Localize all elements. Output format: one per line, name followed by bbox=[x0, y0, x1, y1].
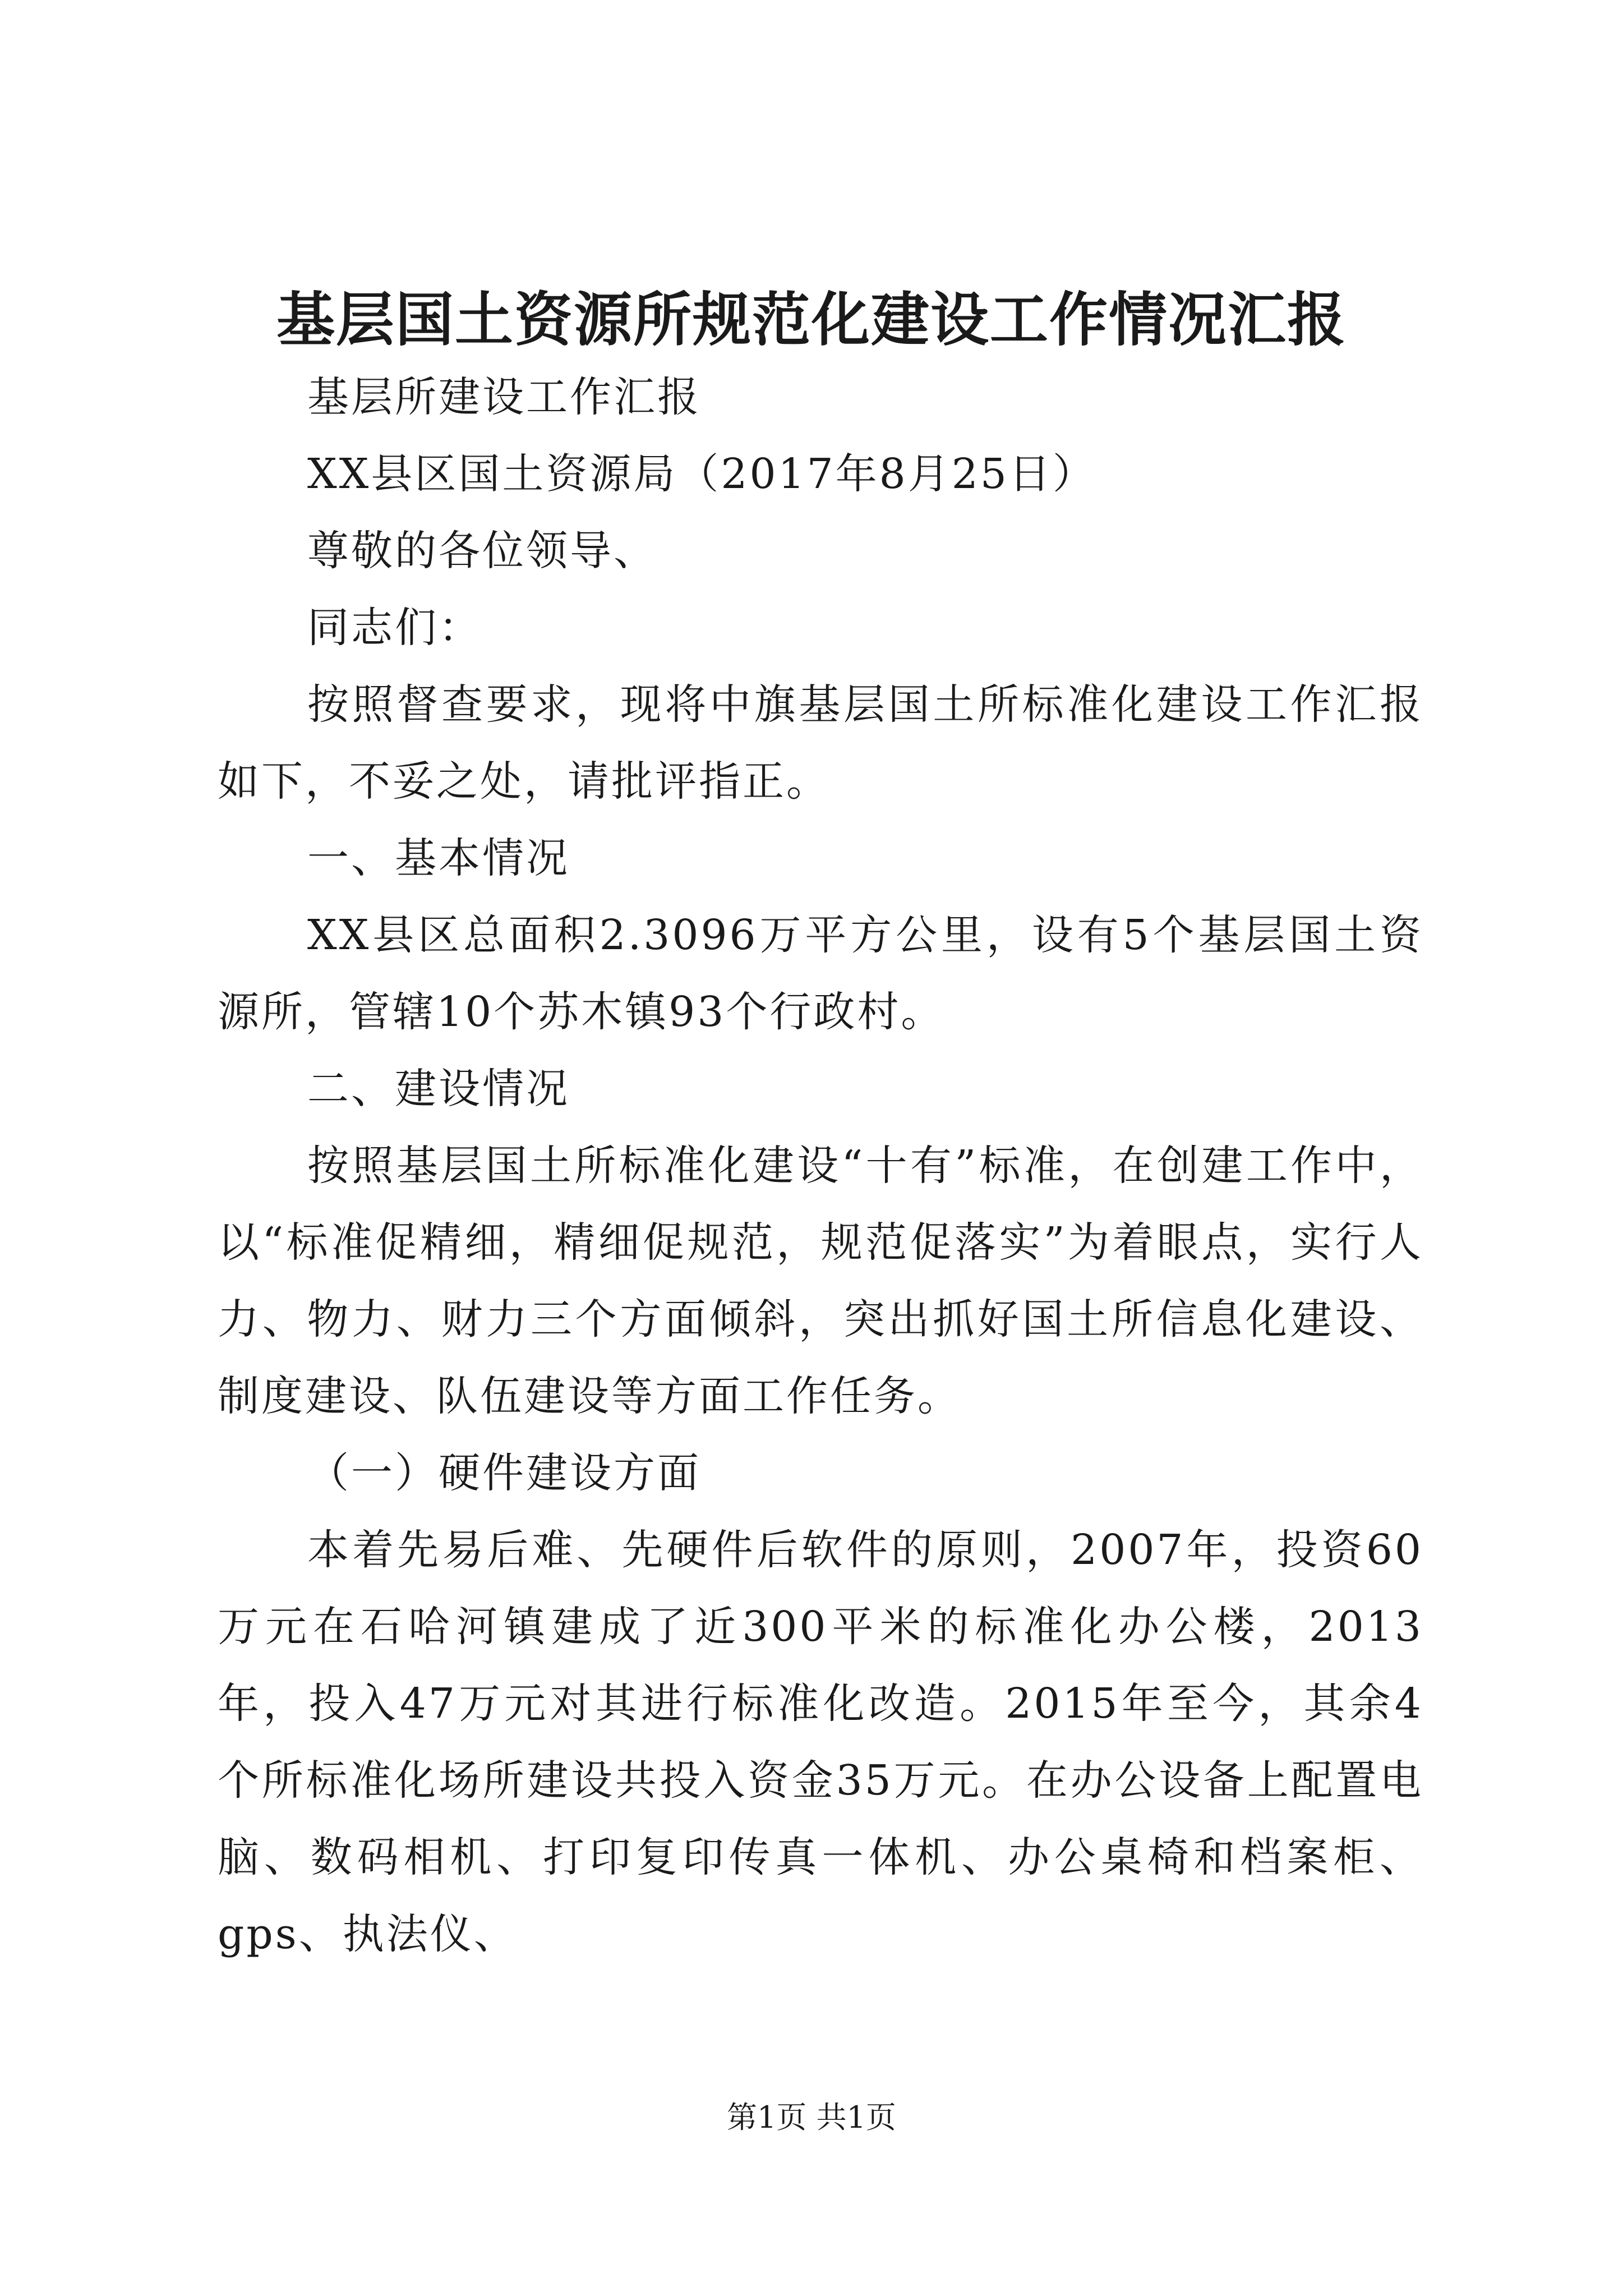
paragraph-construction: 按照基层国土所标准化建设“十有”标准，在创建工作中，以“标准促精细，精细促规范，规范促落实”为着眼点，实行人力、物力、财力三个方面倾斜，突出抓好国土所信息化建设、制度建设、队伍建设等方面工作任务。 bbox=[218, 1142, 1423, 1420]
paragraph-hardware: 本着先易后难、先硬件后软件的原则，2007年，投资60万元在石哈河镇建成了近300平米的标准化办公楼，2013年，投入47万元对其进行标准化改造。2015年至今，其余4个所标准化场所建设共投入资金35万元。在办公设备上配置电脑、数码相机、打印复印传真一体机、办公桌椅和档案柜、gps、执法仪、 bbox=[218, 1526, 1423, 1958]
heading-hardware: （一）硬件建设方面 bbox=[307, 1449, 701, 1497]
paragraph-salutation-1: 尊敬的各位领导、 bbox=[307, 527, 657, 575]
paragraph-salutation-2: 同志们： bbox=[307, 604, 482, 652]
paragraph-issuer-date: XX县区国土资源局（2017年8月25日） bbox=[307, 450, 1096, 498]
paragraph-basic-situation: XX县区总面积2.3096万平方公里，设有5个基层国土资源所，管辖10个苏木镇93个行政村。 bbox=[218, 911, 1423, 1036]
page-footer: 第1页 共1页 bbox=[727, 2100, 896, 2135]
document-body bbox=[218, 359, 1423, 1973]
paragraph-intro: 按照督查要求，现将中旗基层国土所标准化建设工作汇报如下，不妥之处，请批评指正。 bbox=[218, 680, 1423, 806]
heading-construction: 二、建设情况 bbox=[307, 1065, 570, 1113]
heading-basic-situation: 一、基本情况 bbox=[307, 834, 570, 882]
paragraph-subtitle: 基层所建设工作汇报 bbox=[307, 373, 701, 421]
document-title: 基层国土资源所规范化建设工作情况汇报 bbox=[276, 285, 1347, 354]
